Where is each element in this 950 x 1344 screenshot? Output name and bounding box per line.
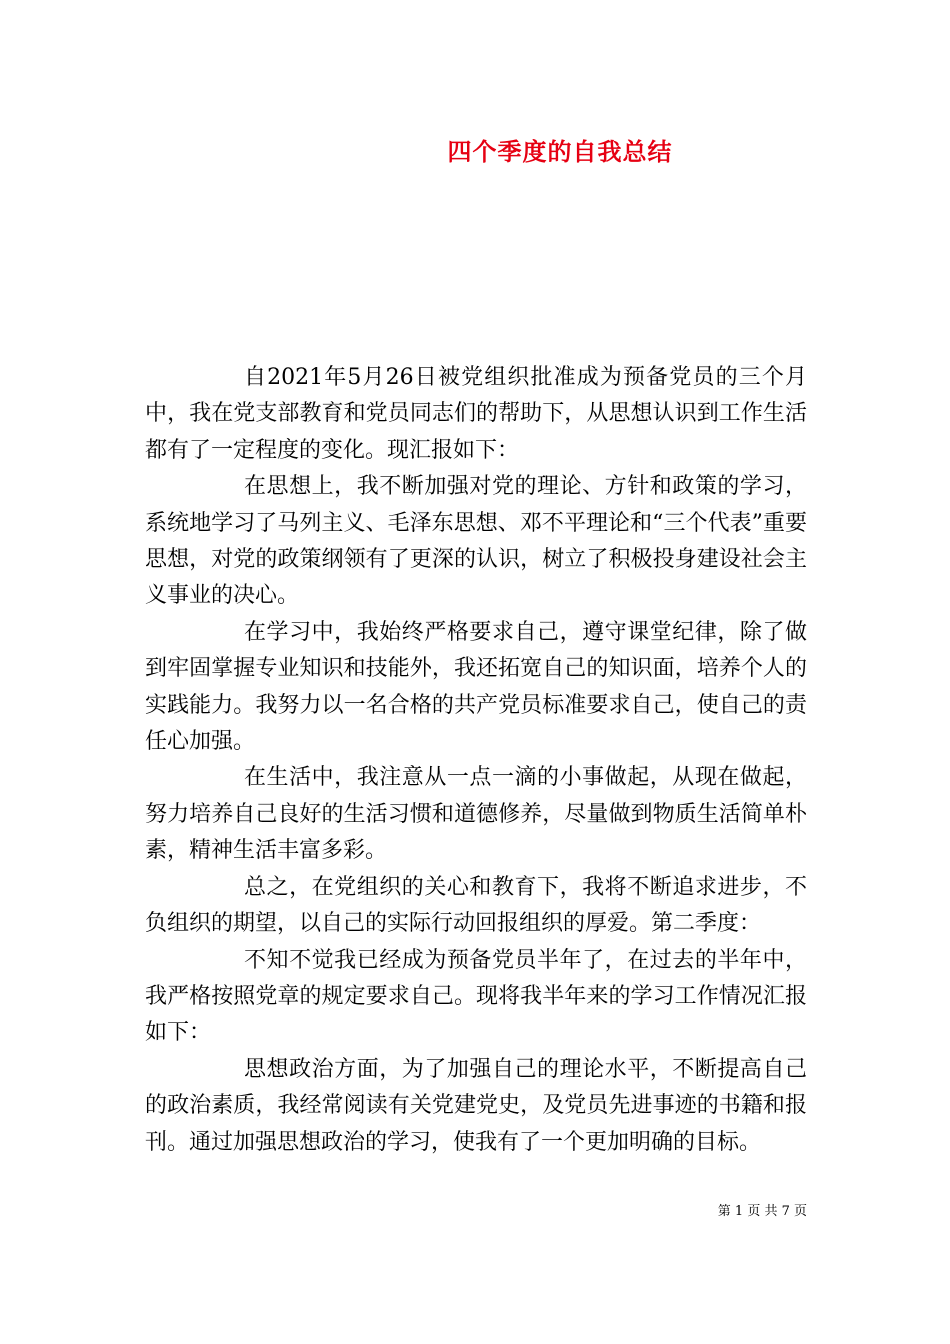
paragraph-6: 不知不觉我已经成为预备党员半年了，在过去的半年中，我严格按照党章的规定要求自己。现将我半年来的学习工作情况汇报如下： bbox=[145, 947, 807, 1046]
paragraph-2: 在思想上，我不断加强对党的理论、方针和政策的学习，系统地学习了马列主义、毛泽东思想、邓不平理论和“三个代表”重要思想，对党的政策纲领有了更深的认识，树立了积极投身建设社会主义事业的决心。 bbox=[145, 474, 807, 609]
paragraph-7: 思想政治方面，为了加强自己的理论水平，不断提高自己的政治素质，我经常阅读有关党建党史，及党员先进事迹的书籍和报刊。通过加强思想政治的学习，使我有了一个更加明确的目标。 bbox=[145, 1056, 807, 1155]
paragraph-3: 在学习中，我始终严格要求自己，遵守课堂纪律，除了做到牢固掌握专业知识和技能外，我还拓宽自己的知识面，培养个人的实践能力。我努力以一名合格的共产党员标准要求自己，使自己的责任心加强。 bbox=[145, 619, 807, 755]
paragraph-4: 在生活中，我注意从一点一滴的小事做起，从现在做起，努力培养自己良好的生活习惯和道德修养，尽量做到物质生活简单朴素，精神生活丰富多彩。 bbox=[145, 765, 807, 864]
paragraph-1: 自2021年5月26日被党组织批准成为预备党员的三个月中，我在党支部教育和党员同志们的帮助下，从思想认识到工作生活都有了一定程度的变化。现汇报如下： bbox=[145, 365, 807, 463]
document-body bbox=[145, 360, 807, 1161]
paragraph-5: 总之，在党组织的关心和教育下，我将不断追求进步，不负组织的期望，以自己的实际行动回报组织的厚爱。第二季度： bbox=[145, 874, 807, 937]
page-number-footer: 第 1 页 共 7 页 bbox=[717, 1204, 807, 1219]
page-title: 四个季度的自我总结 bbox=[447, 137, 673, 166]
